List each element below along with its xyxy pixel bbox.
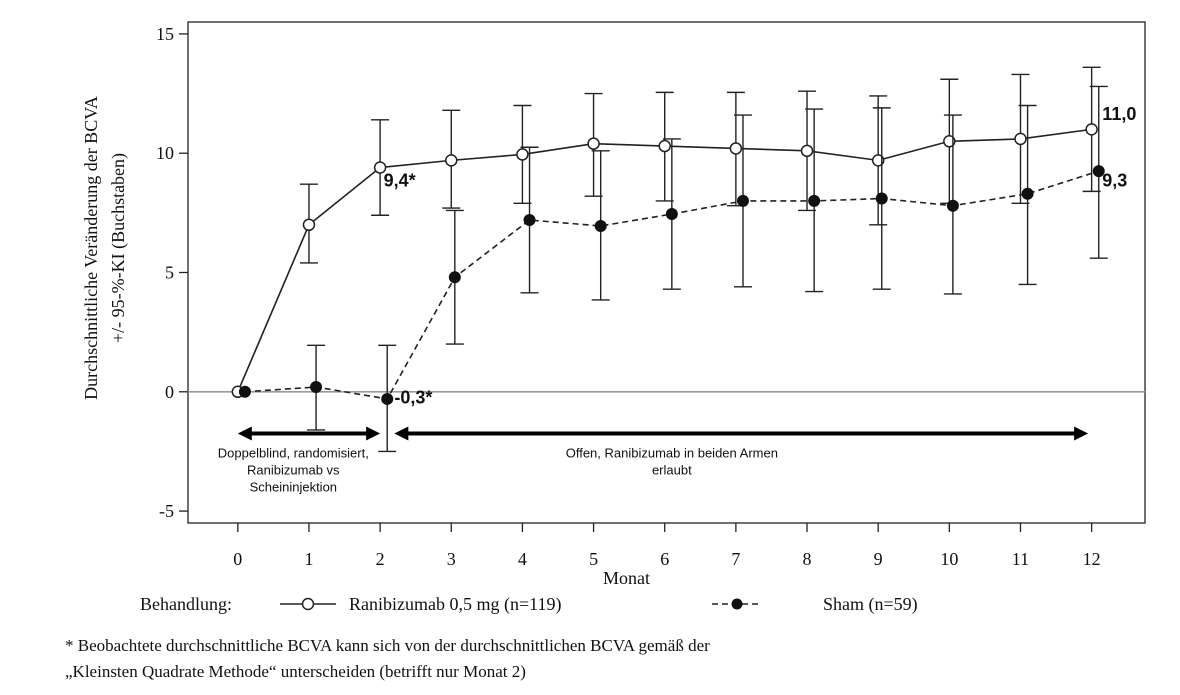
y-axis-label-line-2: +/- 95-%-KI (Buchstaben)	[108, 152, 128, 344]
x-tick-label: 2	[375, 549, 385, 569]
legend-marker-open-circle	[303, 599, 314, 610]
data-point	[802, 145, 813, 156]
period-label-line: Ranibizumab vs	[247, 462, 340, 478]
value-annotation: -0,3*	[394, 387, 433, 408]
legend-marker-filled-circle	[732, 599, 743, 610]
periods-layer	[218, 427, 1088, 495]
legend-item-ranibizumab	[280, 594, 561, 615]
legend	[140, 594, 918, 615]
period-arrow-head-left	[394, 427, 408, 441]
x-tick-label: 8	[802, 549, 812, 569]
value-annotation: 9,3	[1102, 170, 1128, 191]
footnote-line-2: „Kleinsten Quadrate Methode“ unterscheiden (betrifft nur Monat 2)	[65, 662, 526, 681]
data-point	[947, 200, 958, 211]
data-point	[1086, 124, 1097, 135]
period-double-blind	[218, 427, 380, 495]
x-tick-label: 3	[446, 549, 456, 569]
data-point	[449, 272, 460, 283]
y-tick-label: -5	[159, 501, 174, 522]
data-point	[239, 386, 250, 397]
data-point	[311, 382, 322, 393]
data-point	[1015, 133, 1026, 144]
data-point	[809, 195, 820, 206]
data-point	[737, 195, 748, 206]
period-arrow-head-left	[238, 427, 252, 441]
y-tick-label: 15	[156, 23, 174, 44]
data-point	[446, 155, 457, 166]
legend-label: Sham (n=59)	[823, 594, 918, 614]
value-annotation: 11,0	[1102, 103, 1137, 124]
period-label-line: Scheininjektion	[249, 479, 338, 495]
x-tick-label: 7	[731, 549, 741, 569]
legend-item-sham	[712, 594, 918, 615]
series-ranibizumab	[232, 67, 1100, 397]
period-open-label	[394, 427, 1088, 478]
data-point	[876, 193, 887, 204]
data-point	[730, 143, 741, 154]
legend-label: Ranibizumab 0,5 mg (n=119)	[349, 594, 562, 614]
y-tick-label: 0	[165, 381, 174, 402]
x-tick-label: 6	[660, 549, 670, 569]
axes	[81, 22, 1145, 588]
data-point	[517, 149, 528, 160]
x-tick-label: 9	[873, 549, 883, 569]
x-tick-label: 4	[517, 549, 527, 569]
x-tick-label: 5	[589, 549, 599, 569]
legend-title: Behandlung:	[140, 594, 232, 614]
y-tick-label: 5	[165, 262, 174, 283]
x-tick-label: 12	[1082, 549, 1101, 569]
period-arrow-head-right	[1074, 427, 1088, 441]
series-sham	[239, 86, 1107, 451]
footnote-line-1: * Beobachtete durchschnittliche BCVA kann sich von der durchschnittlichen BCVA gemäß der	[65, 636, 710, 655]
data-point	[524, 215, 535, 226]
x-tick-label: 11	[1011, 549, 1030, 569]
data-point	[303, 219, 314, 230]
period-label-line: Doppelblind, randomisiert,	[217, 445, 369, 461]
series-layer	[232, 67, 1107, 451]
x-tick-label: 0	[233, 549, 243, 569]
x-tick-label: 10	[940, 549, 959, 569]
data-point	[595, 220, 606, 231]
x-tick-label: 1	[304, 549, 314, 569]
period-label-line: Offen, Ranibizumab in beiden Armen	[565, 445, 778, 461]
data-point	[588, 138, 599, 149]
data-point	[382, 393, 393, 404]
period-label-line: erlaubt	[651, 462, 692, 478]
x-axis-label: Monat	[603, 568, 650, 588]
y-tick-label: 10	[156, 143, 174, 164]
data-point	[1022, 188, 1033, 199]
value-annotation: 9,4*	[383, 170, 416, 191]
y-axis-label-line-1: Durchschnittliche Veränderung der BCVA	[81, 96, 101, 400]
data-point	[659, 141, 670, 152]
period-arrow-head-right	[366, 427, 380, 441]
data-point	[666, 209, 677, 220]
